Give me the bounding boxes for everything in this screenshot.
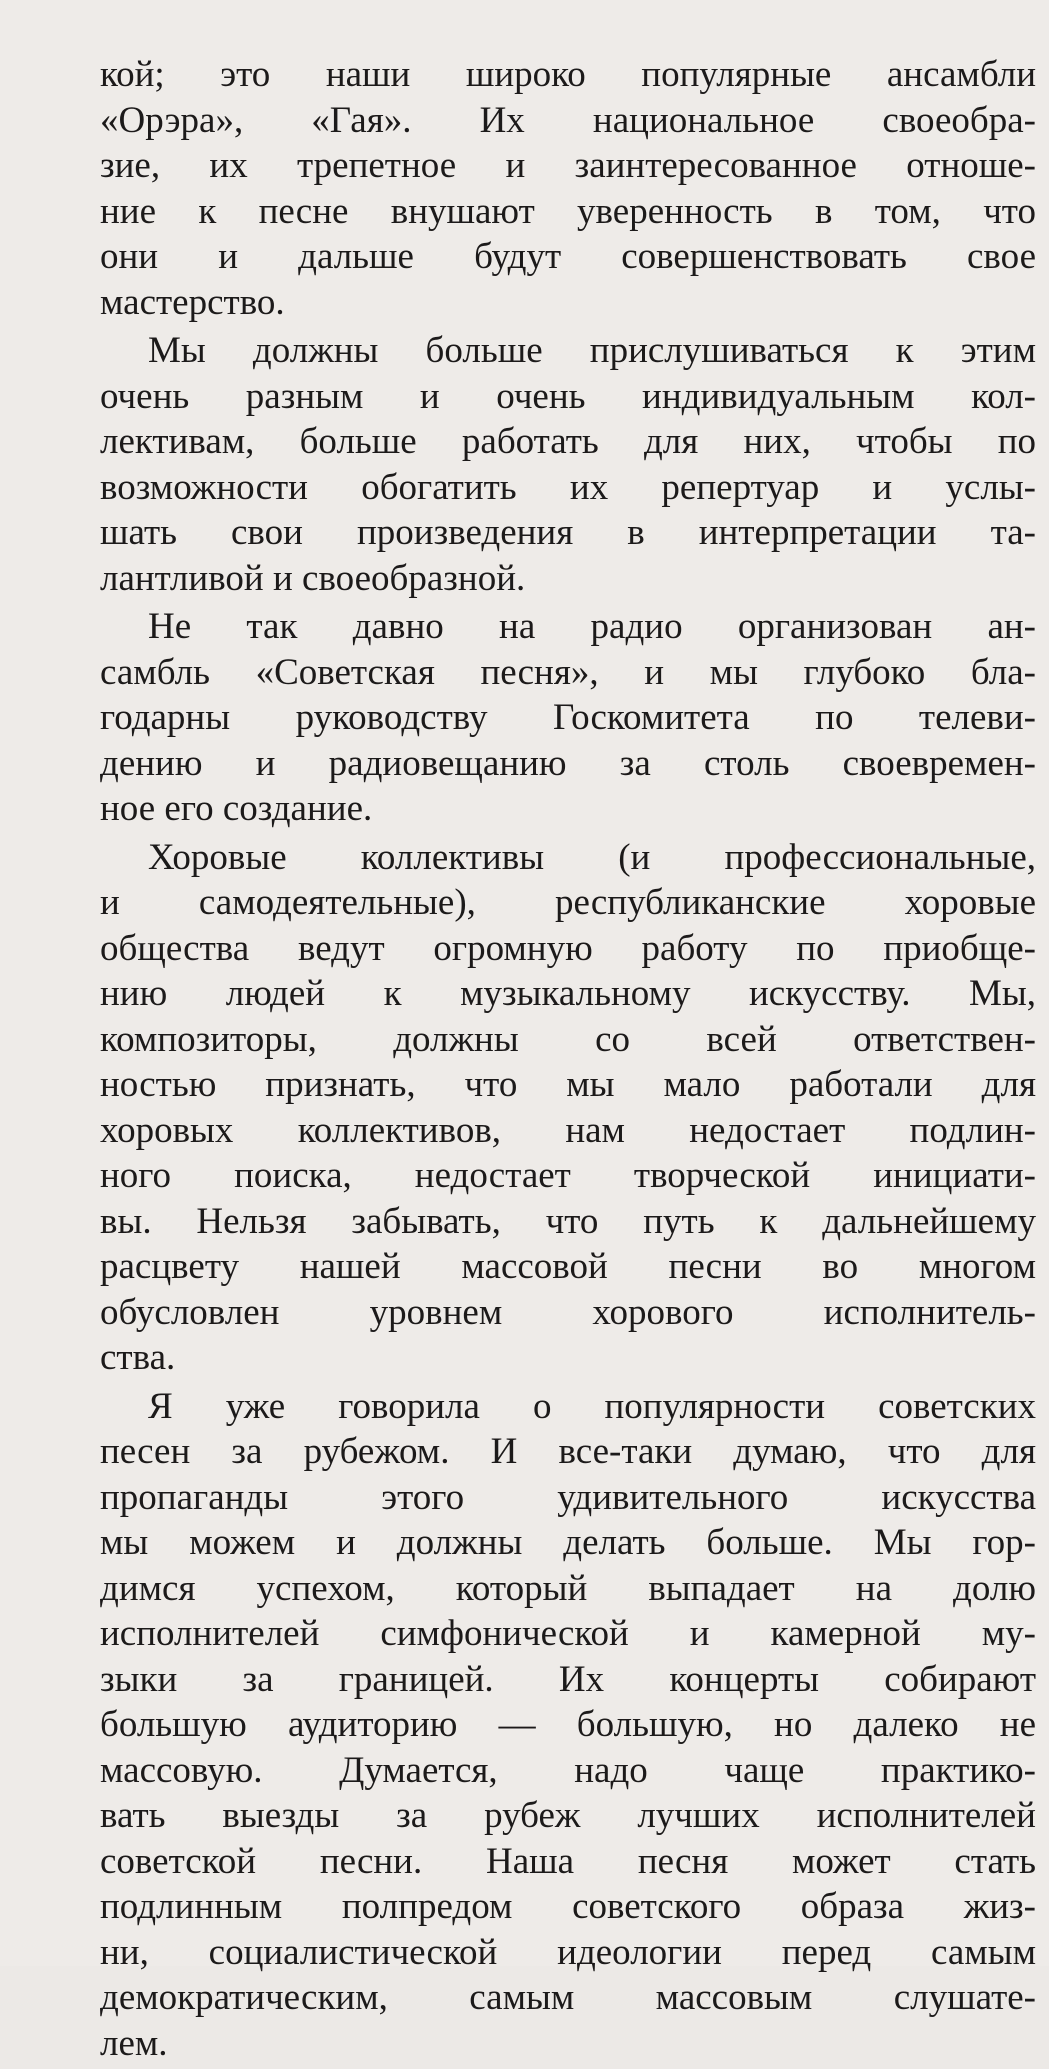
text-line: общества ведут огромную работу по приобще- — [100, 927, 1036, 969]
text-line: димся успехом, который выпадает на долю — [100, 1567, 1036, 1609]
paragraph-1 — [100, 52, 1036, 325]
text-line: ни, социалистической идеологии перед самым — [100, 1931, 1036, 1973]
text-line: ностью признать, что мы мало работали для — [100, 1064, 1036, 1105]
text-line: и самодеятельные), республиканские хоровые — [100, 882, 1036, 923]
text-line: зие, их трепетное и заинтересованное отноше- — [100, 145, 1036, 186]
paragraph-2 — [100, 328, 1036, 601]
text-line: обусловлен уровнем хорового исполнитель- — [100, 1291, 1036, 1333]
text-line: мы можем и должны делать больше. Мы гор- — [100, 1522, 1036, 1563]
text-line: подлинным полпредом советского образа жиз- — [100, 1886, 1036, 1927]
text-line: «Орэра», «Гая». Их национальное своеобра- — [100, 99, 1036, 141]
text-line: Я уже говорила о популярности советских — [148, 1385, 1036, 1427]
text-line: композиторы, должны со всей ответствен- — [100, 1018, 1036, 1060]
text-line: большую аудиторию — большую, но далеко не — [100, 1704, 1036, 1745]
text-line: очень разным и очень индивидуальным кол- — [100, 375, 1036, 417]
text-line: демократическим, самым массовым слушате- — [100, 1977, 1036, 2018]
text-line: дению и радиовещанию за столь своевремен- — [100, 742, 1036, 784]
text-line: годарны руководству Госкомитета по телеви- — [100, 697, 1036, 738]
text-line: нию людей к музыкальному искусству. Мы, — [100, 973, 1036, 1014]
text-line: ное его создание. — [100, 788, 373, 829]
text-line: лективам, больше работать для них, чтобы по — [100, 421, 1036, 462]
text-line: советской песни. Наша песня может стать — [100, 1840, 1036, 1882]
text-line: Мы должны больше прислушиваться к этим — [148, 330, 1036, 371]
text-line: расцвету нашей массовой песни во многом — [100, 1246, 1036, 1287]
text-line: самбль «Советская песня», и мы глубоко бла- — [100, 651, 1036, 693]
text-line: мастерство. — [100, 281, 285, 323]
text-line: Не так давно на радио организован ан- — [148, 606, 1036, 647]
page-body-text — [100, 52, 1036, 2069]
text-line: вать выезды за рубеж лучших исполнителей — [100, 1795, 1036, 1836]
text-line: исполнителей симфонической и камерной му- — [100, 1613, 1036, 1654]
text-line: вы. Нельзя забывать, что путь к дальнейшему — [100, 1200, 1036, 1242]
text-line: кой; это наши широко популярные ансамбли — [100, 54, 1036, 95]
text-line: возможности обогатить их репертуар и услы- — [100, 466, 1036, 508]
text-line: ние к песне внушают уверенность в том, что — [100, 190, 1036, 232]
paragraph-5 — [100, 1384, 1036, 2067]
text-line: массовую. Думается, надо чаще практико- — [100, 1749, 1036, 1791]
text-line: лантливой и своеобразной. — [100, 557, 526, 599]
text-line: пропаганды этого удивительного искусства — [100, 1476, 1036, 1518]
text-line: ства. — [100, 1337, 176, 1378]
text-line: Хоровые коллективы (и профессиональные, — [148, 836, 1036, 878]
text-line: зыки за границей. Их концерты собирают — [100, 1658, 1036, 1700]
text-line: песен за рубежом. И все-таки думаю, что для — [100, 1431, 1036, 1472]
paragraph-3 — [100, 604, 1036, 832]
text-line: шать свои произведения в интерпретации та- — [100, 512, 1036, 553]
text-line: ного поиска, недостает творческой инициати- — [100, 1155, 1036, 1196]
text-line: они и дальше будут совершенствовать свое — [100, 236, 1036, 277]
text-line: лем. — [100, 2022, 168, 2064]
paragraph-4 — [100, 835, 1036, 1381]
text-line: хоровых коллективов, нам недостает подлин- — [100, 1109, 1036, 1151]
